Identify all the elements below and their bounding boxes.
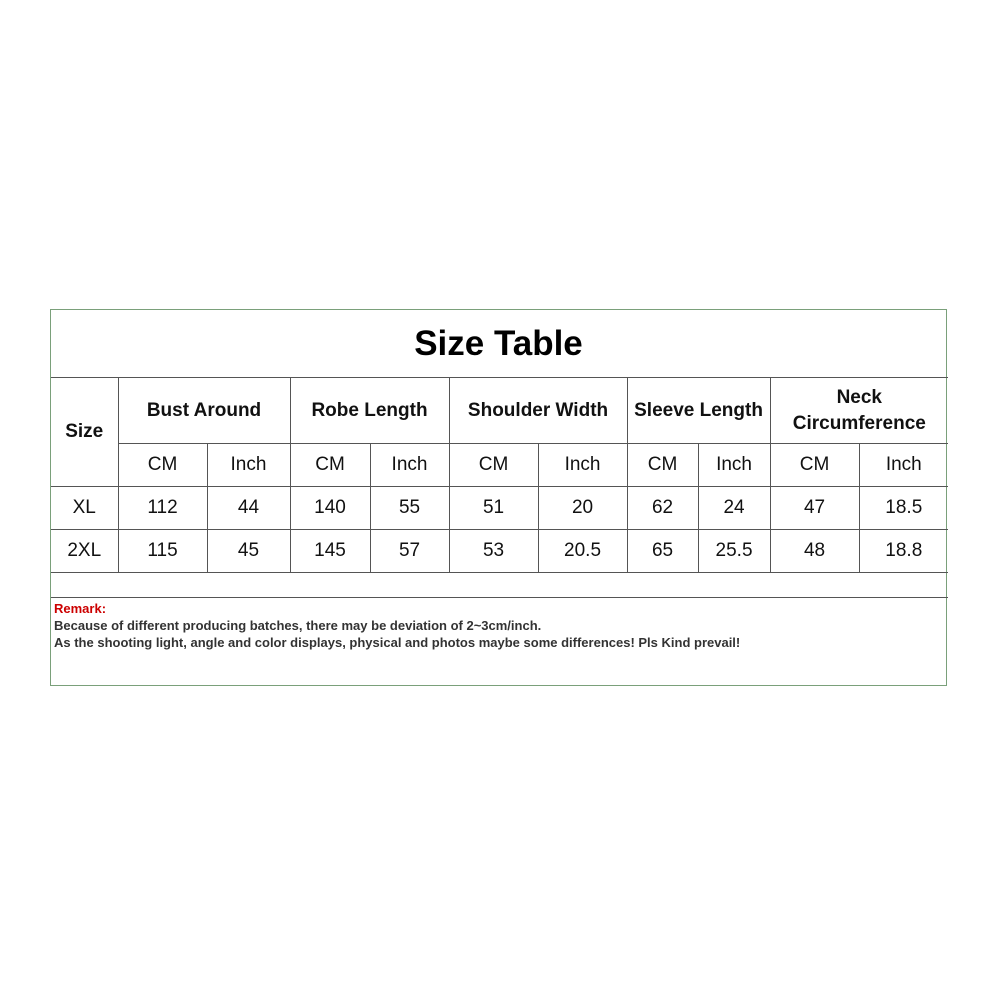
value-cell: 18.8 [859, 530, 948, 573]
value-cell: 62 [627, 487, 698, 530]
table-row [51, 530, 948, 573]
value-cell: 45 [207, 530, 290, 573]
value-cell: 65 [627, 530, 698, 573]
unit-row [51, 444, 948, 487]
value-cell: 53 [449, 530, 538, 573]
value-cell: 140 [290, 487, 370, 530]
unit-cell: Inch [370, 444, 449, 487]
blank-cell [51, 573, 948, 598]
value-cell: 55 [370, 487, 449, 530]
unit-cell: Inch [698, 444, 770, 487]
value-cell: 145 [290, 530, 370, 573]
value-cell: 18.5 [859, 487, 948, 530]
value-cell: 25.5 [698, 530, 770, 573]
unit-cell: CM [290, 444, 370, 487]
group-header-bust: Bust Around [118, 378, 290, 444]
value-cell: 48 [770, 530, 859, 573]
group-header-robe: Robe Length [290, 378, 449, 444]
group-header-shoulder: Shoulder Width [449, 378, 627, 444]
unit-cell: CM [449, 444, 538, 487]
table-row [51, 487, 948, 530]
value-cell: 115 [118, 530, 207, 573]
remark-line: As the shooting light, angle and color displays, physical and photos maybe some differences! Pls Kind prevail! [54, 635, 741, 650]
value-cell: 112 [118, 487, 207, 530]
value-cell: 20 [538, 487, 627, 530]
unit-cell: CM [118, 444, 207, 487]
remark-label: Remark: [54, 601, 107, 616]
value-cell: 20.5 [538, 530, 627, 573]
unit-cell: CM [770, 444, 859, 487]
group-header-neck: Neck Circumference [770, 378, 948, 444]
table-title: Size Table [51, 310, 946, 378]
value-cell: 44 [207, 487, 290, 530]
size-header: Size [51, 378, 118, 487]
size-table [51, 377, 948, 598]
unit-cell: CM [627, 444, 698, 487]
value-cell: 24 [698, 487, 770, 530]
unit-cell: Inch [538, 444, 627, 487]
remark-block [54, 600, 934, 651]
header-row [51, 378, 948, 444]
size-cell: XL [51, 487, 118, 530]
size-cell: 2XL [51, 530, 118, 573]
value-cell: 51 [449, 487, 538, 530]
size-table-sheet [50, 309, 947, 686]
remark-line: Because of different producing batches, there may be deviation of 2~3cm/inch. [54, 618, 542, 633]
value-cell: 47 [770, 487, 859, 530]
value-cell: 57 [370, 530, 449, 573]
unit-cell: Inch [859, 444, 948, 487]
group-header-sleeve: Sleeve Length [627, 378, 770, 444]
unit-cell: Inch [207, 444, 290, 487]
blank-row [51, 573, 948, 598]
